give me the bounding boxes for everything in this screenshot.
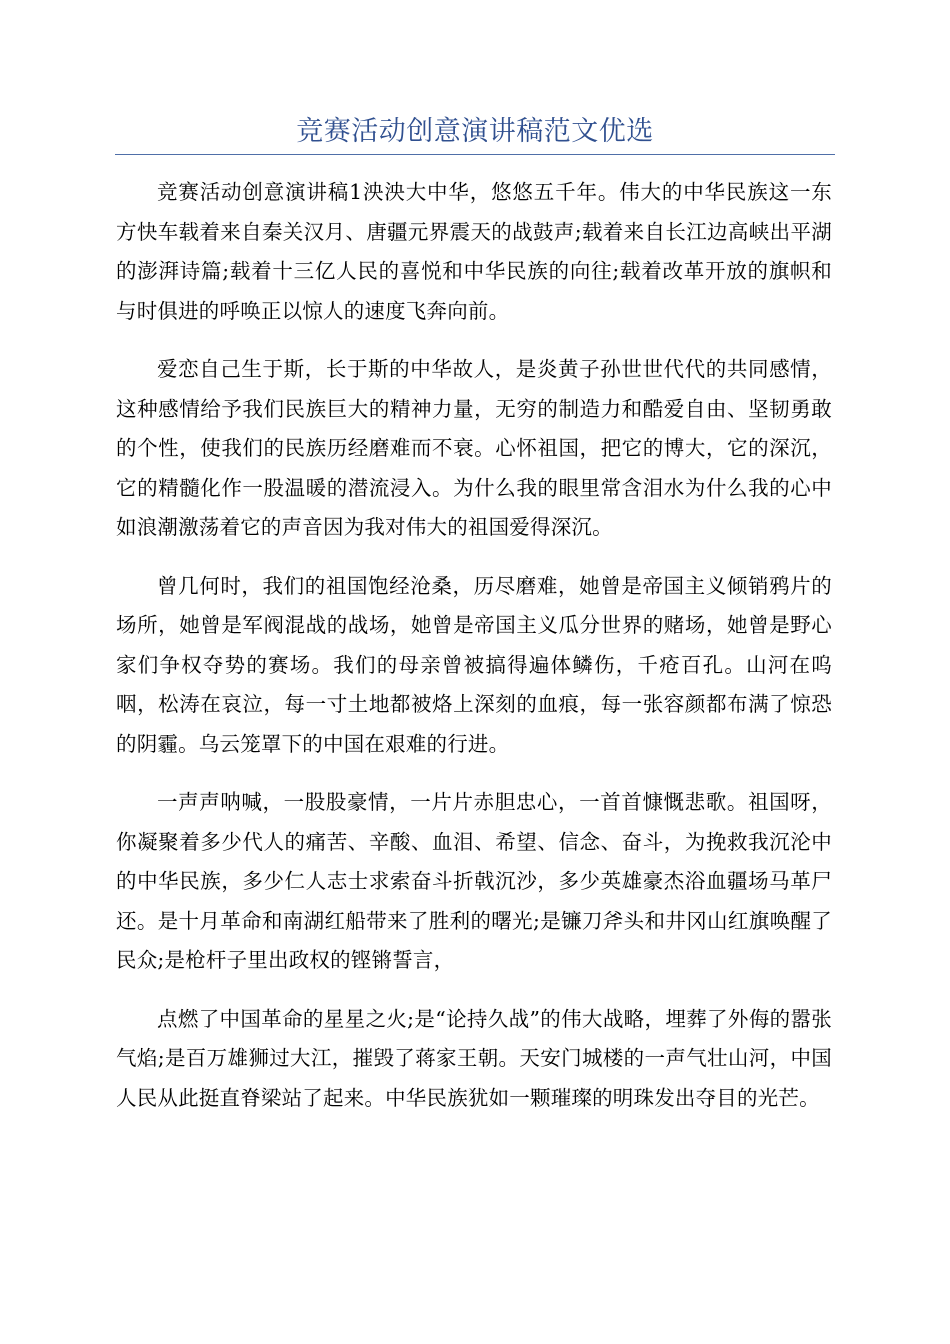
paragraph: 爱恋自己生于斯，长于斯的中华故人，是炎黄子孙世世代代的共同感情，这种感情给予我们民族巨大的精神力量，无穷的制造力和酷爱自由、坚韧勇敢的个性，使我们的民族历经磨难而不衰。心怀祖国，把它的博大，它的深沉，它的精髓化作一股温暖的潜流浸入。为什么我的眼里常含泪水为什么我的心中如浪潮激荡着它的声音因为我对伟大的祖国爱得深沉。 [116,357,832,539]
paragraph: 曾几何时，我们的祖国饱经沧桑，历尽磨难，她曾是帝国主义倾销鸦片的场所，她曾是军阀混战的战场，她曾是帝国主义瓜分世界的赌场，她曾是野心家们争权夺势的赛场。我们的母亲曾被搞得遍体鳞伤，千疮百孔。山河在呜咽，松涛在哀泣，每一寸土地都被烙上深刻的血痕，每一张容颜都布满了惊恐的阴霾。乌云笼罩下的中国在艰难的行进。 [116,573,832,756]
document-body [116,173,832,1137]
paragraph: 一声声呐喊，一股股豪情，一片片赤胆忠心，一首首慷慨悲歌。祖国呀，你凝聚着多少代人的痛苦、辛酸、血泪、希望、信念、奋斗，为挽救我沉沦中的中华民族，多少仁人志士求索奋斗折戟沉沙，多少英雄豪杰浴血疆场马革尸还。是十月革命和南湖红船带来了胜利的曙光;是镰刀斧头和井冈山红旗唤醒了民众;是枪杆子里出政权的铿锵誓言， [116,790,832,972]
paragraph: 竞赛活动创意演讲稿1泱泱大中华，悠悠五千年。伟大的中华民族这一东方快车载着来自秦关汉月、唐疆元界震天的战鼓声;载着来自长江边高峡出平湖的澎湃诗篇;载着十三亿人民的喜悦和中华民族的向往;载着改革开放的旗帜和与时俱进的呼唤正以惊人的速度飞奔向前。 [116,180,832,323]
title-underline [115,154,835,155]
paragraph: 点燃了中国革命的星星之火;是“论持久战”的伟大战略，埋葬了外侮的嚣张气焰;是百万雄狮过大江，摧毁了蒋家王朝。天安门城楼的一声气壮山河，中国人民从此挺直脊梁站了起来。中华民族犹如一颗璀璨的明珠发出夺目的光芒。 [116,1006,832,1110]
document-title: 竞赛活动创意演讲稿范文优选 [296,116,654,147]
